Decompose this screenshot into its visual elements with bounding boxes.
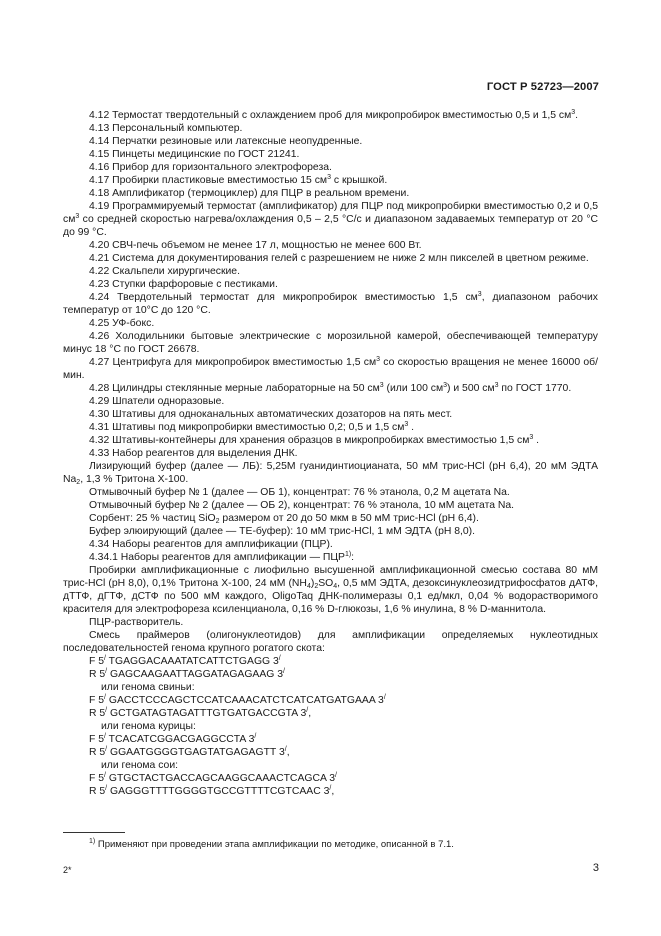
paragraph-text: TCACATCGGACGAGGCCTA 3 bbox=[105, 734, 255, 745]
paragraph-text: Лизирующий буфер (далее — ЛБ): 5,25М гуанидинтиоцианата, 50 мМ трис-HCl (рН 6,4), 20 мМ ЭДТА Na bbox=[63, 461, 598, 485]
paragraph bbox=[63, 525, 598, 538]
superscript: / bbox=[104, 694, 106, 701]
superscript: / bbox=[383, 694, 386, 701]
paragraph bbox=[63, 694, 598, 707]
sheet-mark: 2* bbox=[63, 865, 72, 875]
paragraph-text: , диапазоном рабочих температур от 10°С до 120 °С. bbox=[63, 292, 598, 316]
paragraph-text: 4.28 Цилиндры стеклянные мерные лабораторные на 50 см bbox=[89, 383, 380, 394]
paragraph bbox=[63, 187, 598, 200]
paragraph-text: 4.22 Скальпели хирургические. bbox=[89, 266, 240, 277]
paragraph bbox=[63, 551, 598, 564]
document-standard-header: ГОСТ Р 52723—2007 bbox=[486, 81, 599, 93]
paragraph bbox=[63, 317, 598, 330]
paragraph-text: или генома курицы: bbox=[101, 721, 196, 732]
footnote-mark: 1) bbox=[89, 838, 96, 845]
paragraph-text: 4.14 Перчатки резиновые или латексные неопудренные. bbox=[89, 136, 363, 147]
superscript: / bbox=[104, 655, 106, 662]
superscript: / bbox=[105, 785, 108, 792]
paragraph bbox=[63, 109, 598, 122]
paragraph-text: GTGCTACTGACCAGCAAGGCAAACTCAGCA 3 bbox=[105, 773, 335, 784]
paragraph-text: , bbox=[331, 786, 335, 797]
paragraph-text: Сорбент: 25 % частиц SiO bbox=[89, 513, 216, 524]
paragraph-text: 4.16 Прибор для горизонтального электрофореза. bbox=[89, 162, 332, 173]
paragraph bbox=[63, 356, 598, 382]
paragraph-text: 4.24 Твердотельный термостат для микропробирок вместимостью 1,5 см bbox=[89, 292, 478, 303]
paragraph-text: 4.32 Штативы-контейнеры для хранения образцов в микропробирках вместимостью 1,5 см bbox=[89, 435, 530, 446]
paragraph bbox=[63, 668, 598, 681]
paragraph-text: GCTGATAGTAGATTTGTGATGACCGTA 3 bbox=[107, 708, 307, 719]
paragraph-text: : bbox=[351, 552, 355, 563]
superscript: / bbox=[283, 668, 285, 675]
paragraph-text: , bbox=[286, 747, 290, 758]
paragraph bbox=[63, 330, 598, 356]
paragraph-text: F 5 bbox=[89, 773, 105, 784]
paragraph-text: . bbox=[408, 422, 415, 433]
superscript: 3 bbox=[494, 382, 499, 389]
paragraph-text: R 5 bbox=[89, 786, 106, 797]
paragraph-text: (или 100 см bbox=[383, 383, 444, 394]
paragraph-text: по ГОСТ 1770. bbox=[498, 383, 572, 394]
paragraph-text: 4.15 Пинцеты медицинские по ГОСТ 21241. bbox=[89, 149, 300, 160]
paragraph-text: , bbox=[308, 708, 312, 719]
paragraph bbox=[63, 759, 598, 772]
paragraph bbox=[63, 720, 598, 733]
paragraph-text: ) и 500 см bbox=[447, 383, 495, 394]
superscript: 3 bbox=[443, 382, 447, 389]
footnote bbox=[63, 839, 598, 850]
paragraph-text: Смесь праймеров (олигонуклеотидов) для амплификации определяемых нуклеотидных последовательностей генома крупного рогатого скота: bbox=[63, 630, 598, 654]
paragraph bbox=[63, 486, 598, 499]
superscript: 3 bbox=[376, 356, 381, 363]
paragraph-text: со средней скоростью нагрева/охлаждения 0,5 – 2,5 °С/с и диапазоном задаваемых температур от 20 °С до 99 °С. bbox=[63, 214, 598, 238]
superscript: 3 bbox=[75, 213, 80, 220]
superscript: 1) bbox=[344, 551, 352, 558]
superscript: / bbox=[278, 655, 281, 662]
superscript: / bbox=[329, 785, 332, 792]
paragraph-text: F 5 bbox=[89, 734, 105, 745]
paragraph bbox=[63, 655, 598, 668]
paragraph bbox=[63, 174, 598, 187]
paragraph bbox=[63, 239, 598, 252]
paragraph-text: 4.18 Амплификатор (термоциклер) для ПЦР в реальном времени. bbox=[89, 188, 410, 199]
paragraph bbox=[63, 421, 598, 434]
paragraph bbox=[63, 200, 598, 239]
superscript: 3 bbox=[529, 434, 534, 441]
paragraph bbox=[63, 395, 598, 408]
paragraph bbox=[63, 746, 598, 759]
paragraph-text: 4.33 Набор реагентов для выделения ДНК. bbox=[89, 448, 298, 459]
paragraph-text: . bbox=[575, 110, 579, 121]
paragraph bbox=[63, 499, 598, 512]
paragraph-text: 4.17 Пробирки пластиковые вместимостью 15 см bbox=[89, 175, 328, 186]
paragraph-text: 4.29 Шпатели одноразовые. bbox=[89, 396, 225, 407]
paragraph bbox=[63, 772, 598, 785]
document-body bbox=[63, 109, 598, 798]
paragraph-text: Отмывочный буфер № 1 (далее — ОБ 1), концентрат: 76 % этанола, 0,2 М ацетата Na. bbox=[89, 487, 510, 498]
paragraph-text: 4.13 Персональный компьютер. bbox=[89, 123, 243, 134]
superscript: / bbox=[254, 733, 257, 740]
superscript: 3 bbox=[571, 109, 576, 116]
paragraph bbox=[63, 291, 598, 317]
paragraph-text: 4.21 Система для документирования гелей с разрешением не ниже 2 млн пикселей в цветном режиме. bbox=[89, 253, 589, 264]
superscript: / bbox=[306, 707, 309, 714]
footnote-separator bbox=[63, 832, 125, 833]
paragraph-text: R 5 bbox=[89, 747, 106, 758]
paragraph bbox=[63, 408, 598, 421]
superscript: / bbox=[284, 746, 287, 753]
paragraph-text: размером от 20 до 50 мкм в 50 мМ трис-HCl (рН 6,4). bbox=[219, 513, 479, 524]
paragraph-text: или генома свиньи: bbox=[101, 682, 195, 693]
paragraph-text: с крышкой. bbox=[330, 175, 388, 186]
paragraph-text: 4.12 Термостат твердотельный с охлаждением проб для микропробирок вместимостью 0,5 и 1,5 см bbox=[89, 110, 572, 121]
paragraph-text: 4.23 Ступки фарфоровые с пестиками. bbox=[89, 279, 278, 290]
paragraph bbox=[63, 616, 598, 629]
paragraph-text: Отмывочный буфер № 2 (далее — ОБ 2), концентрат: 76 % этанола, 10 мМ ацетата Na. bbox=[89, 500, 515, 511]
paragraph-text: 4.30 Штативы для одноканальных автоматических дозаторов на пять мест. bbox=[89, 409, 453, 420]
paragraph bbox=[63, 265, 598, 278]
superscript: 3 bbox=[404, 421, 409, 428]
paragraph bbox=[63, 135, 598, 148]
paragraph bbox=[63, 733, 598, 746]
paragraph bbox=[63, 512, 598, 525]
paragraph bbox=[63, 161, 598, 174]
paragraph-text: или генома сои: bbox=[101, 760, 179, 771]
paragraph-text: , 0,5 мМ ЭДТА, дезоксинуклеозидтрифосфатов дАТФ, дТТФ, дГТФ, дСТФ по 500 мМ каждого, OligoTaq ДНК-полимеразы 0,1 ед/мкл, 0,04 % водорастворимого красителя для электрофореза ксиленцианола, 0,16 % D-глюкозы, 1,6 % инулина, 8 % D-маннитола. bbox=[63, 578, 598, 615]
paragraph-text: 4.27 Центрифуга для микропробирок вместимостью 1,5 см bbox=[89, 357, 377, 368]
paragraph-text: GACCTCCCAGCTCCATCAAACATCTCATCATGATGAAA 3 bbox=[105, 695, 384, 706]
paragraph-text: GAGGGTTTTGGGGTGCCGTTTTCGTCAAC 3 bbox=[107, 786, 330, 797]
paragraph-text: 4.26 Холодильники бытовые электрические с морозильной камерой, обеспечивающей температуру минус 18 °С по ГОСТ 26678. bbox=[63, 331, 598, 355]
paragraph-text: Буфер элюирующий (далее — ТЕ-буфер): 10 мМ трис-HCl, 1 мМ ЭДТА (рН 8,0). bbox=[89, 526, 476, 537]
subscript: 2 bbox=[215, 518, 220, 525]
paragraph-text: , 1,3 % Тритона Х-100. bbox=[80, 474, 189, 485]
page-number: 3 bbox=[592, 862, 599, 874]
paragraph-text: 4.31 Штативы под микропробирки вместимостью 0,2; 0,5 и 1,5 см bbox=[89, 422, 405, 433]
paragraph-text: SO bbox=[318, 578, 334, 589]
superscript: / bbox=[105, 746, 108, 753]
paragraph-text: со скоростью вращения не менее 16000 об/мин. bbox=[63, 357, 598, 381]
paragraph bbox=[63, 460, 598, 486]
subscript: 2 bbox=[76, 479, 81, 486]
paragraph bbox=[63, 122, 598, 135]
paragraph bbox=[63, 564, 598, 616]
subscript: 4 bbox=[333, 583, 338, 590]
superscript: / bbox=[105, 668, 108, 675]
subscript: 2 bbox=[314, 583, 319, 590]
paragraph-text: F 5 bbox=[89, 656, 105, 667]
paragraph-text: . bbox=[533, 435, 540, 446]
superscript: 3 bbox=[379, 382, 384, 389]
superscript: / bbox=[105, 707, 108, 714]
paragraph-text: R 5 bbox=[89, 669, 106, 680]
paragraph bbox=[63, 148, 598, 161]
paragraph bbox=[63, 707, 598, 720]
paragraph bbox=[63, 538, 598, 551]
paragraph bbox=[63, 252, 598, 265]
superscript: / bbox=[104, 772, 106, 779]
superscript: 3 bbox=[327, 174, 331, 181]
paragraph bbox=[63, 629, 598, 655]
paragraph bbox=[63, 434, 598, 447]
paragraph bbox=[63, 785, 598, 798]
paragraph-text: ПЦР-растворитель. bbox=[89, 617, 184, 628]
paragraph-text: GAGCAAGAATTAGGATAGAGAAG 3 bbox=[107, 669, 284, 680]
superscript: 3 bbox=[477, 291, 482, 298]
paragraph bbox=[63, 681, 598, 694]
paragraph-text: R 5 bbox=[89, 708, 106, 719]
paragraph-text: 4.25 УФ-бокс. bbox=[89, 318, 155, 329]
paragraph-text: TGAGGACAAATATCATTCTGAGG 3 bbox=[105, 656, 279, 667]
superscript: / bbox=[104, 733, 106, 740]
paragraph bbox=[63, 278, 598, 291]
subscript: 4 bbox=[306, 583, 311, 590]
paragraph bbox=[63, 447, 598, 460]
footnote-text: Применяют при проведении этапа амплификации по методике, описанной в 7.1. bbox=[95, 839, 454, 850]
superscript: / bbox=[334, 772, 337, 779]
paragraph-text: GGAATGGGGTGAGTATGAGAGTT 3 bbox=[107, 747, 285, 758]
paragraph-text: 4.34.1 Наборы реагентов для амплификации — ПЦР bbox=[89, 552, 345, 563]
paragraph-text: 4.20 СВЧ-печь объемом не менее 17 л, мощностью не менее 600 Вт. bbox=[89, 240, 422, 251]
paragraph-text: ) bbox=[310, 578, 315, 589]
paragraph-text: 4.34 Наборы реагентов для амплификации (ПЦР). bbox=[89, 539, 333, 550]
paragraph-text: 4.19 Программируемый термостат (амплификатор) для ПЦР под микропробирки вместимостью 0,2 и 0,5 см bbox=[63, 201, 598, 225]
paragraph-text: Пробирки амплификационные с лиофильно высушенной амплификационной смесью состава 80 мМ трис-HCl (рН 8,0), 0,1% Тритона Х-100, 24 мМ (NH bbox=[63, 565, 598, 589]
paragraph bbox=[63, 382, 598, 395]
paragraph-text: F 5 bbox=[89, 695, 105, 706]
